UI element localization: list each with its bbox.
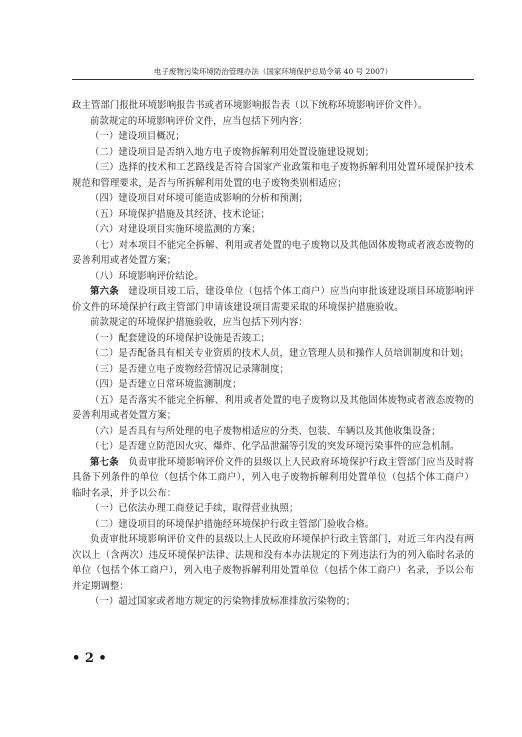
- article-number: 第六条: [90, 286, 119, 297]
- page-number: • 2 •: [72, 651, 107, 666]
- paragraph-text: （六）是否具有与所处理的电子废物相适应的分类、包装、车辆以及其他收集设备；: [90, 425, 441, 437]
- paragraph-text: 前款规定的环境影响评价文件，应当包括下列内容：: [90, 115, 308, 127]
- paragraph-text: （六）对建设项目实施环境监测的方案；: [90, 224, 261, 235]
- paragraph-text: （二）是否配备具有相关专业资质的技术人员，建立管理人员和操作人员培训制度和计划；: [90, 348, 470, 359]
- paragraph: [72, 517, 474, 533]
- article-paragraph: [72, 455, 474, 502]
- paragraph: [72, 145, 474, 161]
- paragraph-text: （五）是否落实不能完全拆解、利用或者处置的电子废物以及其他固体废物或者液态废物的妥善利用或者处置方案；: [72, 394, 474, 421]
- paragraph-text: 建设项目竣工后，建设单位（包括个体工商户）应当向审批该建设项目环境影响评价文件的环境保护行政主管部门申请该建设项目需要采取的环境保护措施验收。: [72, 286, 474, 313]
- paragraph-text: （一）配套建设的环境保护设施是否竣工；: [90, 332, 271, 344]
- paragraph: [72, 377, 474, 393]
- paragraph: [72, 129, 474, 145]
- paragraph-text: （四）是否建立日常环境监测制度；: [90, 379, 242, 390]
- paragraph: [72, 160, 474, 191]
- paragraph: [72, 191, 474, 207]
- paragraph: [72, 331, 474, 347]
- paragraph: [72, 238, 474, 269]
- article-number: 第七条: [90, 456, 119, 468]
- paragraph-text: （七）对本项目不能完全拆解、利用或者处置的电子废物以及其他固体废物或者液态废物的妥善利用或者处置方案；: [72, 239, 474, 266]
- paragraph-text: 政主管部门报批环境影响报告书或者环境影响报告表（以下统称环境影响评价文件）。: [72, 100, 428, 111]
- paragraph-text: 负责审批环境影响评价文件的县级以上人民政府环境保护行政主管部门应当及时将具备下列条件的单位（包括个体工商户），列入电子废物拆解利用处置单位（包括个体工商户）临时名录，并予以公布：: [72, 456, 474, 499]
- paragraph-text: （七）是否建立防范因火灾、爆炸、化学品泄漏等引发的突发环境污染事件的应急机制。: [90, 441, 460, 452]
- paragraph-text: （一）超过国家或者地方规定的污染物排放标准排放污染物的；: [90, 596, 356, 607]
- paragraph-text: （四）建设项目对环境可能造成影响的分析和预测；: [90, 193, 308, 204]
- paragraph-text: （一）已依法办理工商登记手续，取得营业执照；: [90, 503, 299, 514]
- paragraph: [72, 222, 474, 238]
- running-header: 电子废物污染环境防治管理办法（国家环境保护总局令第 40 号 2007）: [153, 67, 393, 76]
- paragraph-text: （二）建设项目的环境保护措施经环境保护行政主管部门验收合格。: [90, 518, 375, 530]
- paragraph-text: （二）建设项目是否纳入地方电子废物拆解利用处置设施建设规划；: [90, 146, 375, 158]
- paragraph: [72, 114, 474, 130]
- paragraph-text: 负责审批环境影响评价文件的县级以上人民政府环境保护行政主管部门，对近三年内没有两次以上（含两次）违反环境保护法律、法规和没有本办法规定的下列违法行为的列入临时名录的单位（包括个体工商户），列入电子废物拆解利用处置单位（包括个体工商户）名录，予以公布并定期调整：: [72, 534, 474, 592]
- paragraph: [72, 207, 474, 223]
- paragraph: [72, 315, 474, 331]
- paragraph-text: （三）是否建立电子废物经营情况记录簿制度；: [90, 363, 289, 375]
- paragraph: [72, 98, 474, 114]
- paragraph: [72, 424, 474, 440]
- paragraph: [72, 269, 474, 285]
- paragraph-text: （五）环境保护措施及其经济、技术论证；: [90, 208, 271, 220]
- paragraph: [72, 346, 474, 362]
- paragraph-text: （三）选择的技术和工艺路线是否符合国家产业政策和电子废物拆解利用处置环境保护技术规范和管理要求，是否与所拆解利用处置的电子废物类别相适应；: [72, 162, 474, 189]
- paragraph: [72, 362, 474, 378]
- paragraph: [72, 532, 474, 594]
- paragraph-text: （八）环境影响评价结论。: [90, 270, 204, 282]
- paragraph-text: 前款规定的环境保护措施验收，应当包括下列内容：: [90, 317, 308, 328]
- article-paragraph: [72, 284, 474, 315]
- paragraph: [72, 594, 474, 610]
- document-body: [72, 98, 474, 610]
- paragraph: [72, 501, 474, 517]
- paragraph-text: （一）建设项目概况；: [90, 131, 185, 142]
- header-divider: [72, 79, 474, 80]
- paragraph: [72, 439, 474, 455]
- paragraph: [72, 393, 474, 424]
